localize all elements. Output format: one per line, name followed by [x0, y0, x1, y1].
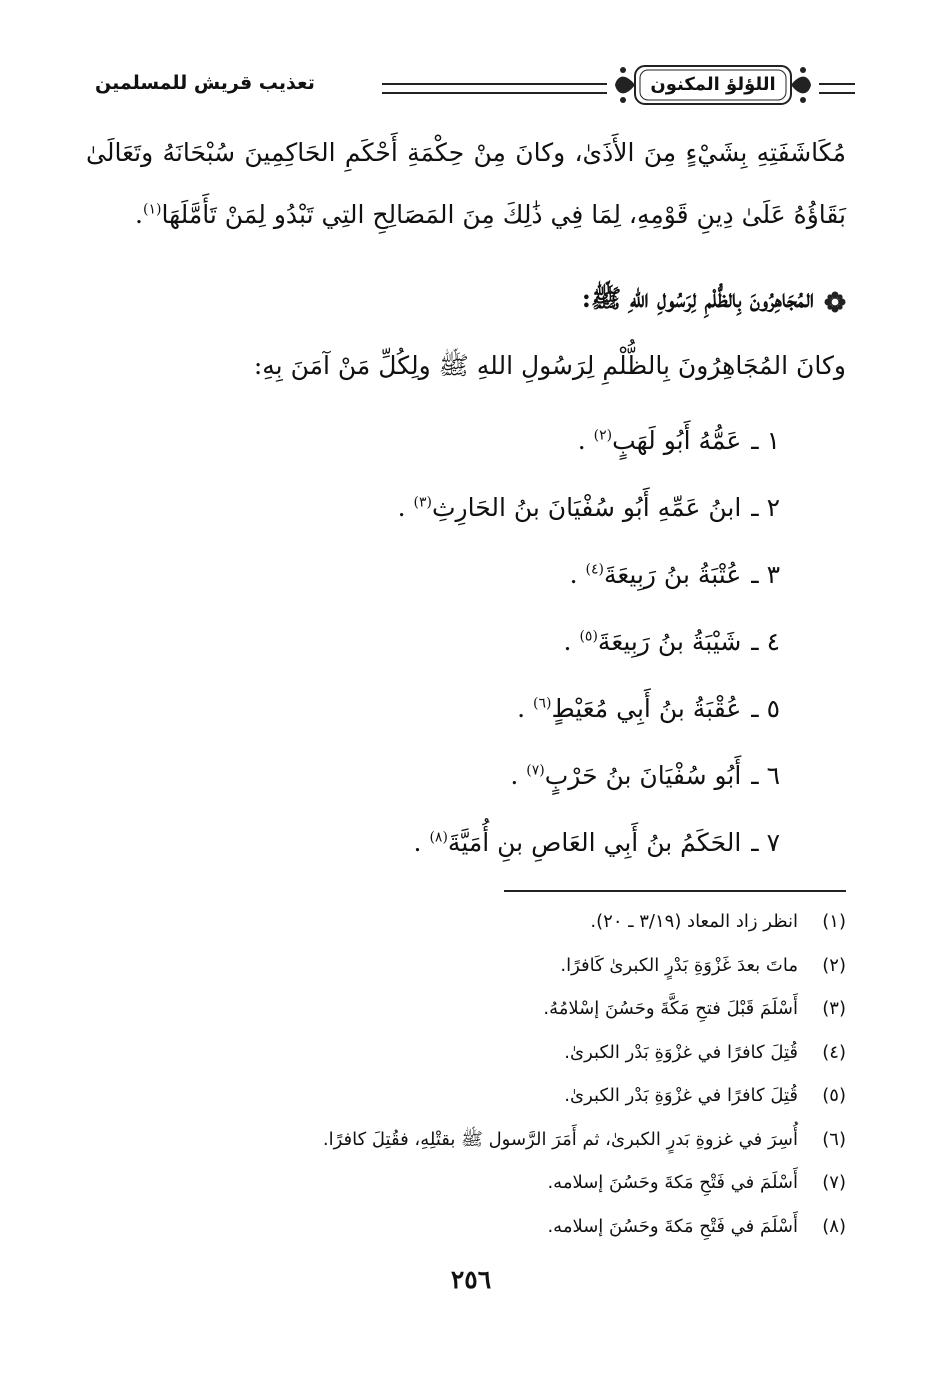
footnote — [86, 1039, 846, 1083]
footnote-ref: (٤) — [585, 561, 604, 578]
flower-ornament-icon — [824, 291, 846, 313]
list-item — [160, 678, 780, 745]
section-heading — [86, 283, 846, 320]
list-item-text: عُقْبَةُ بنُ أَبِي مُعَيْطٍ — [551, 694, 742, 723]
list-item-text: ابنُ عَمِّهِ أَبُو سُفْيَانَ بنُ الحَارِثِ — [431, 493, 742, 522]
footnote-ref: (٧) — [526, 762, 545, 779]
list-item-text: عَمُّهُ أَبُو لَهَبٍ — [612, 426, 742, 455]
list-item-end: . — [413, 828, 422, 857]
list-item-number: ٥ ـ — [751, 694, 780, 723]
list-item-text: الحَكَمُ بنُ أَبِي العَاصِ بنِ أُمَيَّةَ — [447, 828, 742, 857]
list-item-end: . — [563, 627, 572, 656]
list-item-number: ٧ ـ — [751, 828, 780, 857]
list-item-number: ٢ ـ — [751, 493, 780, 522]
list-item — [160, 812, 780, 879]
page-number: ٢٥٦ — [450, 1265, 492, 1294]
book-title: اللؤلؤ المكنون — [650, 74, 776, 95]
title-cartouche — [613, 62, 813, 108]
list-item-text: عُتْبَةُ بنُ رَبِيعَةَ — [603, 560, 742, 589]
heading-text: المُجَاهِرُونَ بِالظُّلْمِ لِرَسُولِ اللهِ ﷺ: — [581, 284, 814, 313]
footnote-text: أَسْلَمَ في فَتْحِ مَكةَ وحَسُنَ إسلامه. — [547, 1172, 798, 1193]
footnote-ref: (٦) — [533, 695, 552, 712]
footnote-text: أَسْلَمَ في فَتْحِ مَكةَ وحَسُنَ إسلامه. — [547, 1215, 798, 1237]
paragraph-text: مُكَاشَفَتِهِ بِشَيْءٍ مِنَ الأَذَىٰ، وكانَ مِنْ حِكْمَةِ أَحْكَمِ الحَاكِمِينَ سُبْحَانَهُ وتَعَالَىٰ بَقَاؤُهُ عَلَىٰ دِينِ قَوْمِهِ، لِمَا فِي ذَٰلِكَ مِنَ المَصَالِحِ التِي تَبْدُو لِمَنْ تَأَمَّلَهَا — [86, 138, 846, 229]
footnote — [86, 1213, 846, 1257]
footnote-number: (٧) — [822, 1172, 846, 1193]
list-item-end: . — [569, 560, 578, 589]
footnote-text: أُسِرَ في غزوةِ بَدرٍ الكبرىٰ، ثم أَمَرَ الرَّسول ﷺ بقتْلِهِ، فقُتِلَ كافرًا. — [322, 1128, 798, 1150]
footnote — [86, 908, 846, 952]
list-item — [160, 544, 780, 611]
body-paragraph — [86, 122, 846, 246]
oppressors-list — [160, 410, 780, 879]
list-item-number: ٣ ـ — [751, 560, 780, 589]
footnote-text: قُتِلَ كافرًا في غزْوَةِ بَدْر الكبرىٰ. — [564, 1041, 798, 1063]
list-item-end: . — [577, 426, 586, 455]
footnote — [86, 1126, 846, 1170]
footnote-ref: (٨) — [429, 829, 448, 846]
running-header — [95, 56, 855, 116]
list-item — [160, 745, 780, 812]
section-title: تعذيب قريش للمسلمين — [95, 72, 315, 94]
list-item — [160, 410, 780, 477]
footnote-text: أَسْلَمَ قَبْلَ فتحِ مَكَّةَ وحَسُنَ إسْلامُهُ. — [543, 998, 798, 1019]
footnote-number: (٢) — [822, 954, 846, 976]
paragraph-end: . — [135, 200, 143, 229]
list-item — [160, 611, 780, 678]
list-item-text: شَيْبَةُ بنُ رَبِيعَةَ — [597, 627, 742, 656]
footnotes — [86, 908, 846, 1256]
footnote-text: قُتِلَ كافرًا في غزْوَةِ بَدْر الكبرىٰ. — [564, 1085, 798, 1106]
footnote-number: (٥) — [822, 1085, 846, 1106]
footnote-ref: (٥) — [579, 628, 598, 645]
footnote — [86, 1082, 846, 1126]
footnote — [86, 995, 846, 1039]
footnote-ref: (٣) — [413, 494, 432, 511]
list-item-number: ٦ ـ — [751, 761, 780, 790]
list-item — [160, 477, 780, 544]
footnote-ref: (٢) — [593, 427, 613, 444]
header-rule-middle — [382, 83, 607, 94]
list-item-end: . — [517, 694, 526, 723]
footnote-number: (٤) — [822, 1041, 846, 1063]
footnote-text: انظر زاد المعاد (٣/١٩ ـ ٢٠). — [590, 911, 798, 932]
list-item-number: ٤ ـ — [751, 627, 780, 656]
intro-line: وكانَ المُجَاهِرُونَ بِالظُّلْمِ لِرَسُولِ اللهِ ﷺ ولِكُلِّ مَنْ آمَنَ بِهِ: — [253, 351, 846, 380]
footnote-number: (٣) — [822, 998, 846, 1019]
footnote-ref: (١) — [142, 201, 162, 218]
list-item-text: أَبُو سُفْيَانَ بنُ حَرْبٍ — [544, 761, 742, 790]
footnote — [86, 1169, 846, 1213]
list-item-number: ١ ـ — [751, 426, 780, 455]
footnote-number: (١) — [822, 911, 846, 932]
footnote-number: (٦) — [822, 1128, 846, 1150]
footnote — [86, 952, 846, 996]
footnote-separator — [504, 890, 846, 892]
footnote-number: (٨) — [822, 1215, 846, 1237]
header-rule-right — [819, 83, 855, 94]
footnote-text: ماتَ بعدَ غَزْوَةِ بَدْرٍ الكبرىٰ كَافرًا. — [560, 954, 798, 976]
list-item-end: . — [397, 493, 406, 522]
list-item-end: . — [510, 761, 519, 790]
